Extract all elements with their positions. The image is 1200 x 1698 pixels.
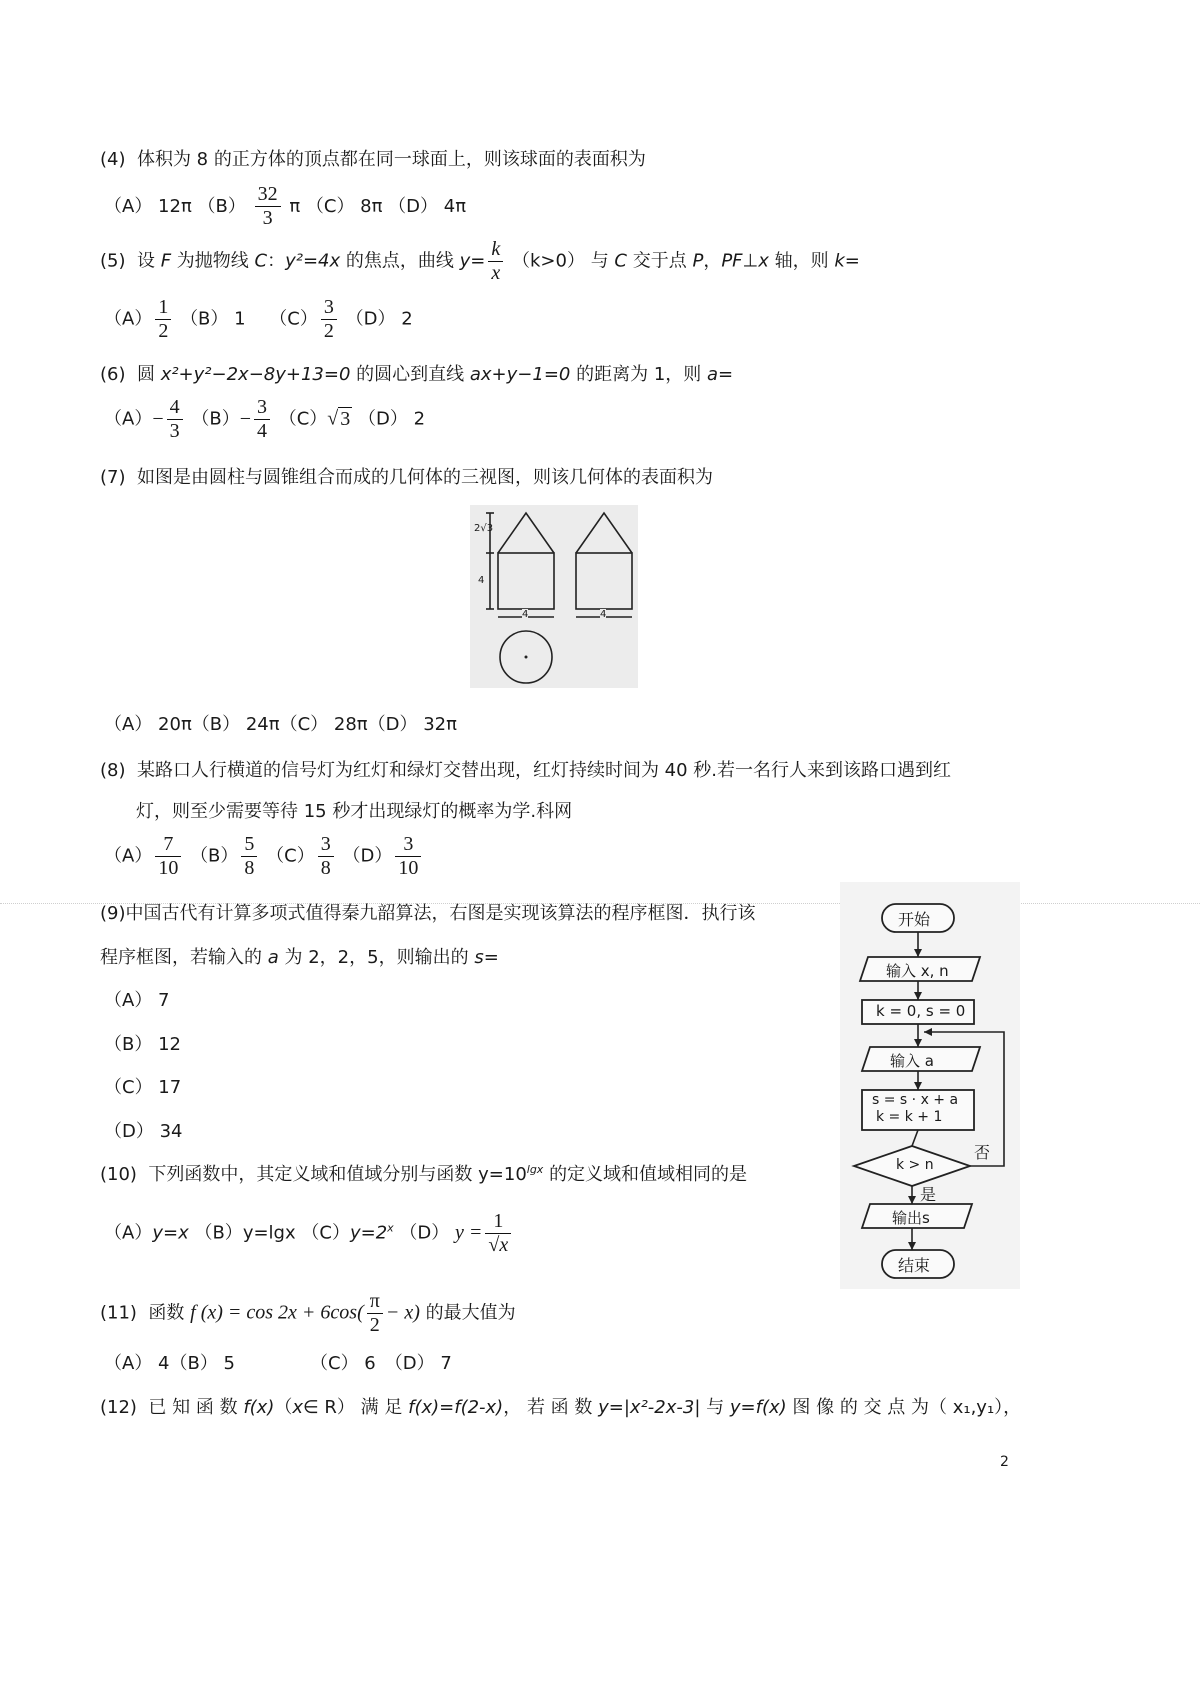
- function-expression: f (x) = cos 2x + 6cos(: [190, 1301, 364, 1324]
- superscript: lgx: [526, 1163, 544, 1176]
- fraction: [155, 833, 181, 880]
- option-b: （B）: [194, 1222, 243, 1244]
- option-c: （C）: [278, 408, 328, 430]
- option-d: （D） 2: [358, 408, 426, 430]
- denominator: 2: [323, 320, 334, 342]
- text: 圆: [136, 364, 155, 385]
- equation: x²+y²−2x−8y+13=0: [160, 364, 351, 385]
- numerator: 4: [167, 396, 183, 420]
- fraction: [255, 183, 281, 230]
- flowchart: [840, 882, 1020, 1289]
- flow-init: k = 0, s = 0: [876, 1002, 966, 1020]
- question-5: [100, 238, 860, 285]
- option-a: （A）: [104, 408, 153, 430]
- option-a: （A）: [104, 845, 153, 867]
- var-c: C: [614, 250, 627, 272]
- fraction: [155, 296, 171, 343]
- numerator: π: [367, 1290, 383, 1314]
- option-d-lhs: y =: [455, 1221, 483, 1244]
- question-7-options: （A） 20π（B） 24π（C） 28π（D） 32π: [104, 714, 457, 735]
- equation: a=: [707, 364, 734, 385]
- denominator: 8: [320, 857, 331, 879]
- question-number: (5): [100, 250, 126, 272]
- minus-sign: −: [152, 408, 164, 430]
- question-number: (4): [100, 149, 126, 170]
- question-number: (7): [100, 467, 126, 488]
- label-front-width: 4: [522, 609, 529, 620]
- page-number: 2: [1000, 1454, 1009, 1470]
- text: 图 像 的 交 点 为（ x₁,y₁），: [792, 1397, 1022, 1418]
- flow-yes: 是: [920, 1185, 937, 1204]
- var-p: P: [692, 250, 704, 272]
- text: 与: [590, 250, 609, 272]
- text: ，: [703, 250, 722, 272]
- text: ：: [267, 250, 286, 272]
- option-c: （C） 17: [104, 1077, 182, 1098]
- equation: f(x)=f(2-x): [408, 1397, 504, 1418]
- question-text: 体积为 8 的正方体的顶点都在同一球面上，则该球面的表面积为: [136, 149, 646, 170]
- flow-update-k: k = k + 1: [876, 1109, 943, 1125]
- question-12: [100, 1393, 1021, 1419]
- equation: f(x): [243, 1397, 275, 1418]
- text: 的定义域和值域相同的是: [549, 1164, 748, 1185]
- option-a-value: y=x: [152, 1222, 189, 1244]
- text: 与: [706, 1397, 725, 1418]
- denominator: 10: [398, 857, 419, 879]
- text: 轴，则: [774, 250, 829, 272]
- fraction: [318, 833, 334, 880]
- question-10-options: [104, 1210, 514, 1257]
- numerator: 7: [155, 833, 181, 857]
- option-b-value: y=lgx: [242, 1222, 296, 1244]
- question-number: (10): [100, 1164, 137, 1185]
- three-view-figure: [470, 505, 638, 688]
- label-cylinder-height: 4: [478, 575, 485, 586]
- option-d: （D）: [342, 845, 393, 867]
- equation: k=: [834, 250, 860, 272]
- fraction: [488, 238, 503, 285]
- equation: y=f(x): [729, 1397, 787, 1418]
- question-11: [100, 1290, 516, 1337]
- question-11-options-ab: （A） 4（B） 5: [104, 1353, 236, 1374]
- option-a: （A）: [104, 308, 153, 330]
- fraction: [485, 1210, 511, 1257]
- denominator: 2: [158, 320, 169, 342]
- flow-input-a: 输入 a: [890, 1052, 934, 1070]
- minus-sign: −: [239, 408, 251, 430]
- superscript: x: [387, 1221, 394, 1235]
- var-f: F: [160, 250, 172, 272]
- flowchart-drawing: [840, 882, 1020, 1289]
- text: 设: [136, 250, 155, 272]
- option-a: （A）: [104, 1222, 153, 1244]
- fraction: [254, 396, 270, 443]
- denominator: 8: [244, 857, 255, 879]
- numerator: 3: [318, 833, 334, 857]
- option-a: （A） 7: [104, 990, 170, 1011]
- var-a: a: [267, 947, 279, 968]
- option-d: （D）: [399, 1222, 450, 1244]
- function-expression: − x): [385, 1301, 420, 1324]
- denominator: x: [491, 262, 501, 284]
- question-4: [100, 145, 646, 171]
- text: 函数: [148, 1302, 185, 1324]
- fraction: [167, 396, 183, 443]
- option-c: （C）: [266, 845, 315, 867]
- question-8-line2: 灯，则至少需要等待 15 秒才出现绿灯的概率为学.科网: [136, 801, 573, 822]
- square-root: √ 3: [327, 407, 351, 430]
- var-x: x: [292, 1397, 304, 1418]
- label-cone-height: 2√3: [474, 523, 494, 534]
- text: ∈ R） 满 足: [303, 1397, 403, 1418]
- numerator: 32: [255, 183, 281, 207]
- equation: y²=4x: [285, 250, 341, 272]
- text: 为 2，2，5，则输出的: [284, 947, 469, 968]
- text: 交于点: [632, 250, 687, 272]
- var-c: C: [254, 250, 268, 272]
- fraction: [241, 833, 257, 880]
- fraction: [367, 1290, 383, 1337]
- three-view-drawing: [470, 505, 638, 688]
- radicand: 3: [340, 407, 351, 430]
- question-8: [100, 756, 951, 782]
- equation: y=: [459, 250, 486, 272]
- text: 已 知 函 数: [148, 1397, 238, 1418]
- question-text: 如图是由圆柱与圆锥组合而成的几何体的三视图，则该几何体的表面积为: [136, 467, 713, 488]
- flow-condition: k > n: [896, 1157, 934, 1173]
- option-c-value: y=2: [349, 1222, 388, 1244]
- option-b: （B） 1 （C）: [180, 308, 318, 330]
- fraction: [321, 296, 337, 343]
- denominator: 3: [169, 420, 180, 442]
- question-11-options-cd: （C） 6 （D） 7: [310, 1353, 452, 1374]
- flow-start: 开始: [898, 910, 931, 929]
- denominator: 4: [256, 420, 267, 442]
- question-9-line2: [100, 943, 499, 969]
- question-6: [100, 360, 733, 386]
- text: 的距离为 1，则: [576, 364, 702, 385]
- numerator: 3: [321, 296, 337, 320]
- question-number: (11): [100, 1302, 137, 1324]
- option-a: （A） 12π （B）: [104, 195, 246, 217]
- denominator: √x: [488, 1234, 509, 1256]
- question-7: [100, 463, 713, 489]
- question-number: (8): [100, 760, 126, 781]
- question-5-options: [104, 296, 413, 343]
- numerator: k: [488, 238, 503, 262]
- option-b: （B）: [190, 845, 239, 867]
- option-b: （B）: [191, 408, 240, 430]
- question-text-line1: 某路口人行横道的信号灯为红灯和绿灯交替出现，红灯持续时间为 40 秒.若一名行人来到该路口遇到红: [136, 760, 952, 781]
- question-4-options: [104, 183, 466, 230]
- option-rest: π （C） 8π （D） 4π: [289, 195, 467, 217]
- option-d: （D） 34: [104, 1121, 183, 1142]
- question-number: (6): [100, 364, 126, 385]
- numerator: 5: [241, 833, 257, 857]
- question-number: (12): [100, 1397, 137, 1418]
- denominator: 3: [262, 207, 273, 229]
- question-10: [100, 1160, 747, 1186]
- numerator: 3: [395, 833, 421, 857]
- option-b: （B） 12: [104, 1034, 181, 1055]
- equation: PF⊥x: [721, 250, 769, 272]
- flow-output: 输出s: [892, 1209, 930, 1227]
- flow-end: 结束: [898, 1256, 931, 1275]
- label-side-width: 4: [600, 609, 607, 620]
- condition: （k>0）: [511, 250, 585, 272]
- question-9-line1: (9)中国古代有计算多项式值得秦九韶算法，右图是实现该算法的程序框图．执行该: [100, 903, 756, 924]
- var-s: s=: [474, 947, 499, 968]
- text: （: [274, 1397, 293, 1418]
- text: 的焦点，曲线: [345, 250, 454, 272]
- numerator: 1: [155, 296, 171, 320]
- equation: ax+y−1=0: [469, 364, 571, 385]
- fraction: [395, 833, 421, 880]
- numerator: 3: [254, 396, 270, 420]
- question-6-options: [104, 396, 425, 443]
- option-c: （C）: [301, 1222, 350, 1244]
- text: 为抛物线: [176, 250, 249, 272]
- radicand: x: [499, 1234, 509, 1256]
- text: 的圆心到直线: [356, 364, 465, 385]
- numerator: 1: [485, 1210, 511, 1234]
- flow-input-xn: 输入 x, n: [886, 962, 949, 980]
- flow-update-s: s = s · x + a: [872, 1092, 959, 1108]
- text: 程序框图，若输入的: [100, 947, 262, 968]
- denominator: 2: [369, 1314, 380, 1336]
- option-d: （D） 2: [345, 308, 413, 330]
- question-8-options: [104, 833, 424, 880]
- denominator: 10: [158, 857, 179, 879]
- flow-no: 否: [974, 1143, 991, 1162]
- text: 下列函数中，其定义域和值域分别与函数 y=10: [148, 1164, 527, 1185]
- text: ， 若 函 数: [503, 1397, 593, 1418]
- text: 的最大值为: [425, 1302, 516, 1324]
- equation: y=|x²-2x-3|: [598, 1397, 701, 1418]
